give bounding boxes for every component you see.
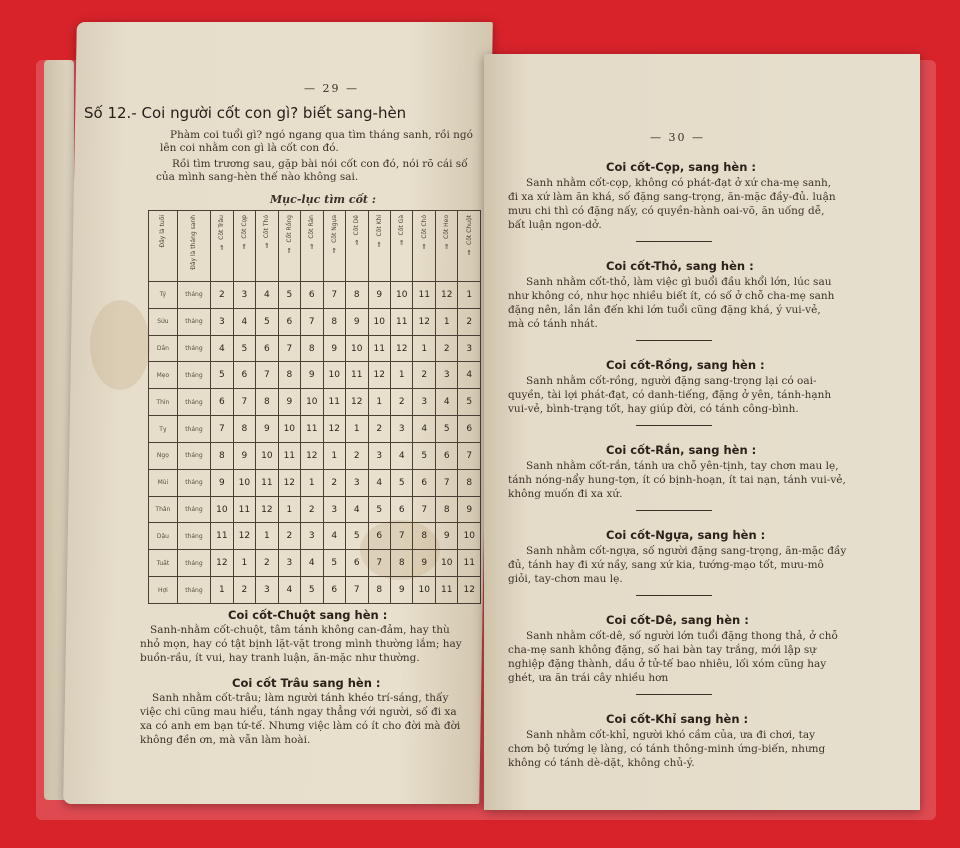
table-cell: 4 bbox=[233, 308, 255, 335]
section-line: bất luận ngon-dở. bbox=[508, 219, 602, 231]
table-cell: 2 bbox=[323, 469, 345, 496]
section-divider bbox=[636, 510, 712, 511]
table-cell: 10 bbox=[346, 335, 368, 362]
table-cell: 10 bbox=[458, 523, 481, 550]
table-cell: 6 bbox=[301, 282, 323, 309]
section-divider bbox=[636, 694, 712, 695]
table-cell: 7 bbox=[390, 523, 412, 550]
table-cell: 4 bbox=[413, 416, 435, 443]
row-month-label: tháng bbox=[177, 442, 210, 469]
intro-line: của mình sang-hèn thế nào không sai. bbox=[156, 171, 359, 183]
table-cell: 4 bbox=[323, 523, 345, 550]
arrow-up-icon: ⇑ bbox=[443, 243, 450, 251]
row-age-label: Mùi bbox=[149, 469, 178, 496]
table-cell: 6 bbox=[346, 550, 368, 577]
table-cell: 5 bbox=[301, 577, 323, 604]
table-cell: 10 bbox=[323, 362, 345, 389]
arrow-up-icon: ⇑ bbox=[308, 242, 315, 251]
section-heading: Coi cốt-Cọp, sang hèn : bbox=[606, 160, 757, 174]
table-cell: 8 bbox=[346, 282, 368, 309]
table-cell: 2 bbox=[390, 389, 412, 416]
table-cell: 7 bbox=[301, 308, 323, 335]
section-line: nghiệp đặng thành, dầu ở tử-tế bao nhiêu, lối xóm cũng hay bbox=[508, 658, 827, 670]
table-cell: 7 bbox=[413, 496, 435, 523]
bone-column-header: Cốt Dê ⇑ bbox=[346, 211, 368, 282]
arrow-up-icon: ⇑ bbox=[398, 239, 405, 248]
table-cell: 12 bbox=[346, 389, 368, 416]
table-cell: 1 bbox=[256, 523, 278, 550]
row-month-label: tháng bbox=[177, 577, 210, 604]
table-cell: 6 bbox=[413, 469, 435, 496]
table-cell: 10 bbox=[413, 577, 435, 604]
section-line: không muốn đi xa xứ. bbox=[508, 488, 623, 500]
table-cell: 6 bbox=[233, 362, 255, 389]
table-cell: 11 bbox=[435, 577, 457, 604]
table-cell: 1 bbox=[233, 550, 255, 577]
table-cell: 5 bbox=[346, 523, 368, 550]
section-line: Sanh nhằm cốt-rồng, người đặng sang-trọng lại có oai- bbox=[526, 375, 817, 387]
table-cell: 11 bbox=[413, 282, 435, 309]
table-cell: 9 bbox=[233, 442, 255, 469]
header-month: Đây là tháng sanh bbox=[177, 211, 210, 282]
table-cell: 9 bbox=[346, 308, 368, 335]
table-cell: 2 bbox=[256, 550, 278, 577]
table-row bbox=[149, 416, 481, 443]
table-cell: 1 bbox=[390, 362, 412, 389]
table-cell: 12 bbox=[256, 496, 278, 523]
section-heading: Coi cốt-Thỏ, sang hèn : bbox=[606, 259, 754, 273]
row-age-label: Ngọ bbox=[149, 442, 178, 469]
table-cell: 12 bbox=[390, 335, 412, 362]
table-cell: 8 bbox=[413, 523, 435, 550]
table-cell: 12 bbox=[301, 442, 323, 469]
table-cell: 7 bbox=[211, 416, 233, 443]
table-cell: 5 bbox=[256, 308, 278, 335]
table-cell: 3 bbox=[346, 469, 368, 496]
table-cell: 1 bbox=[323, 442, 345, 469]
intro-line: Phàm coi tuổi gì? ngó ngang qua tìm tháng sanh, rồi ngó bbox=[170, 129, 473, 141]
table-cell: 5 bbox=[211, 362, 233, 389]
section-line: tánh nóng-nẩy hung-tợn, ít có bịnh-hoạn, ít tai nạn, tánh vui-vẻ, bbox=[508, 474, 846, 486]
table-cell: 7 bbox=[233, 389, 255, 416]
table-cell: 11 bbox=[368, 335, 390, 362]
table-cell: 3 bbox=[301, 523, 323, 550]
bone-column-header: Cốt Rắn ⇑ bbox=[301, 211, 323, 282]
section-line: như không có, như học nhiều biết ít, có số ở chỗ cha-mẹ sanh bbox=[508, 290, 835, 302]
section-line: Sanh nhằm cốt-dê, số người lớn tuổi đặng thong thả, ở chỗ bbox=[526, 630, 838, 642]
table-cell: 9 bbox=[458, 496, 481, 523]
page-number: — 30 — bbox=[650, 131, 705, 144]
bone-column-header: Cốt Chó ⇑ bbox=[413, 211, 435, 282]
paper-stain bbox=[90, 300, 150, 390]
section-line: ghét, ưa ăn trái cây nhiều hơn bbox=[508, 672, 669, 684]
table-cell: 2 bbox=[233, 577, 255, 604]
table-cell: 5 bbox=[413, 442, 435, 469]
bone-column-header: Cốt Khỉ ⇑ bbox=[368, 211, 390, 282]
row-age-label: Mẹo bbox=[149, 362, 178, 389]
row-month-label: tháng bbox=[177, 308, 210, 335]
intro-line: lên coi nhằm con gì là cốt con đó. bbox=[160, 142, 339, 154]
table-cell: 3 bbox=[256, 577, 278, 604]
table-row bbox=[149, 469, 481, 496]
table-row bbox=[149, 308, 481, 335]
table-cell: 9 bbox=[301, 362, 323, 389]
table-cell: 6 bbox=[458, 416, 481, 443]
table-cell: 12 bbox=[323, 416, 345, 443]
table-cell: 9 bbox=[368, 282, 390, 309]
arrow-up-icon: ⇑ bbox=[263, 242, 270, 251]
table-cell: 12 bbox=[368, 362, 390, 389]
table-cell: 7 bbox=[346, 577, 368, 604]
table-cell: 3 bbox=[278, 550, 300, 577]
table-cell: 7 bbox=[368, 550, 390, 577]
section-line: Sanh nhằm cốt-thỏ, làm việc gì buổi đầu khổi lớn, lúc sau bbox=[526, 276, 832, 288]
section-heading: Coi cốt-Rắn, sang hèn : bbox=[606, 443, 757, 457]
section-line: buồn-rầu, ít vui, hay tranh luận, ăn-mặc như thường. bbox=[140, 652, 420, 664]
arrow-up-icon: ⇑ bbox=[376, 240, 383, 249]
table-cell: 9 bbox=[413, 550, 435, 577]
table-cell: 8 bbox=[368, 577, 390, 604]
table-cell: 4 bbox=[346, 496, 368, 523]
bone-column-header: Cốt Chuột ⇑ bbox=[458, 211, 481, 282]
table-cell: 12 bbox=[278, 469, 300, 496]
table-cell: 10 bbox=[256, 442, 278, 469]
table-cell: 3 bbox=[323, 496, 345, 523]
table-cell: 1 bbox=[435, 308, 457, 335]
section-line: đặng nên, lần lần đến khi lớn tuổi cũng đặng khá, ý vui-vẻ, bbox=[508, 304, 821, 316]
table-cell: 12 bbox=[413, 308, 435, 335]
table-cell: 10 bbox=[390, 282, 412, 309]
bone-column-header: Cốt Cọp ⇑ bbox=[233, 211, 255, 282]
arrow-up-icon: ⇑ bbox=[466, 248, 473, 257]
table-row bbox=[149, 442, 481, 469]
table-cell: 11 bbox=[233, 496, 255, 523]
table-cell: 11 bbox=[458, 550, 481, 577]
table-cell: 8 bbox=[301, 335, 323, 362]
table-cell: 6 bbox=[278, 308, 300, 335]
table-cell: 7 bbox=[435, 469, 457, 496]
table-cell: 12 bbox=[211, 550, 233, 577]
table-cell: 12 bbox=[458, 577, 481, 604]
table-cell: 4 bbox=[368, 469, 390, 496]
bone-column-header: Cốt Trâu ⇑ bbox=[211, 211, 233, 282]
table-cell: 2 bbox=[458, 308, 481, 335]
section-heading: Coi cốt-Ngựa, sang hèn : bbox=[606, 528, 766, 542]
table-cell: 9 bbox=[278, 389, 300, 416]
section-heading: Coi cốt-Dê, sang hèn : bbox=[606, 613, 749, 627]
table-cell: 11 bbox=[211, 523, 233, 550]
table-cell: 10 bbox=[278, 416, 300, 443]
table-cell: 3 bbox=[211, 308, 233, 335]
arrow-up-icon: ⇑ bbox=[331, 246, 338, 255]
table-cell: 4 bbox=[435, 389, 457, 416]
row-age-label: Hợi bbox=[149, 577, 178, 604]
row-month-label: tháng bbox=[177, 496, 210, 523]
section-line: không đền ơn, mà vẫn làm hoài. bbox=[140, 734, 311, 746]
bone-column-header: Cốt Heo ⇑ bbox=[435, 211, 457, 282]
table-cell: 2 bbox=[301, 496, 323, 523]
table-cell: 9 bbox=[323, 335, 345, 362]
table-cell: 10 bbox=[301, 389, 323, 416]
table-cell: 3 bbox=[368, 442, 390, 469]
table-cell: 6 bbox=[323, 577, 345, 604]
table-cell: 7 bbox=[256, 362, 278, 389]
table-cell: 5 bbox=[458, 389, 481, 416]
table-cell: 8 bbox=[256, 389, 278, 416]
table-row bbox=[149, 577, 481, 604]
table-cell: 3 bbox=[413, 389, 435, 416]
table-cell: 9 bbox=[435, 523, 457, 550]
section-line: Sanh-nhằm cốt-chuột, tâm tánh không can-đảm, hay thù bbox=[150, 624, 450, 636]
table-cell: 2 bbox=[346, 442, 368, 469]
table-cell: 4 bbox=[458, 362, 481, 389]
section-line: mà có tánh nhát. bbox=[508, 318, 598, 330]
table-cell: 12 bbox=[435, 282, 457, 309]
section-heading: Coi cốt-Chuột sang hèn : bbox=[228, 608, 388, 622]
section-line: đi xa xứ làm ăn khá, số đặng sang-trọng, ăn-mặc đầy-đủ. luận bbox=[508, 191, 836, 203]
table-cell: 1 bbox=[211, 577, 233, 604]
zodiac-bone-table bbox=[148, 210, 481, 604]
section-heading: Coi cốt-Khỉ sang hèn : bbox=[606, 712, 749, 726]
row-month-label: tháng bbox=[177, 416, 210, 443]
row-month-label: tháng bbox=[177, 362, 210, 389]
row-age-label: Tuất bbox=[149, 550, 178, 577]
table-cell: 2 bbox=[368, 416, 390, 443]
bone-column-header: Cốt Gà ⇑ bbox=[390, 211, 412, 282]
section-line: Sanh nhằm cốt-khỉ, người khó cầm của, ưa đi chơi, tay bbox=[526, 729, 816, 741]
table-cell: 3 bbox=[390, 416, 412, 443]
section-line: cha-mẹ sanh không đặng, số hai bàn tay trắng, mới lập sự bbox=[508, 644, 817, 656]
table-cell: 1 bbox=[346, 416, 368, 443]
page-number: — 29 — bbox=[304, 82, 359, 95]
table-cell: 4 bbox=[301, 550, 323, 577]
row-month-label: tháng bbox=[177, 523, 210, 550]
section-heading: Coi cốt-Rồng, sang hèn : bbox=[606, 358, 765, 372]
table-row bbox=[149, 335, 481, 362]
table-row bbox=[149, 523, 481, 550]
table-cell: 7 bbox=[323, 282, 345, 309]
row-month-label: tháng bbox=[177, 389, 210, 416]
table-cell: 6 bbox=[256, 335, 278, 362]
section-divider bbox=[636, 595, 712, 596]
table-cell: 11 bbox=[301, 416, 323, 443]
section-line: nhỏ mọn, hay có tật bịnh lặt-vặt trong mình thường lắm; hay bbox=[140, 638, 462, 650]
arrow-up-icon: ⇑ bbox=[421, 242, 428, 251]
table-cell: 12 bbox=[233, 523, 255, 550]
section-line: giỏi, tay-chơn mau lẹ. bbox=[508, 573, 623, 585]
row-age-label: Dần bbox=[149, 335, 178, 362]
table-cell: 11 bbox=[256, 469, 278, 496]
section-line: mưu chi thì có đặng nấy, có quyền-hành oai-võ, ăn uống dễ, bbox=[508, 205, 825, 217]
table-cell: 11 bbox=[390, 308, 412, 335]
table-cell: 5 bbox=[278, 282, 300, 309]
table-cell: 11 bbox=[346, 362, 368, 389]
table-row bbox=[149, 496, 481, 523]
row-age-label: Tý bbox=[149, 282, 178, 309]
table-cell: 11 bbox=[278, 442, 300, 469]
table-cell: 4 bbox=[390, 442, 412, 469]
table-cell: 1 bbox=[301, 469, 323, 496]
table-cell: 9 bbox=[211, 469, 233, 496]
section-divider bbox=[636, 425, 712, 426]
table-cell: 9 bbox=[390, 577, 412, 604]
table-cell: 8 bbox=[390, 550, 412, 577]
table-cell: 8 bbox=[211, 442, 233, 469]
arrow-up-icon: ⇑ bbox=[353, 239, 360, 248]
section-line: không có tánh dè-dặt, không chủ-ý. bbox=[508, 757, 695, 769]
table-cell: 10 bbox=[435, 550, 457, 577]
row-age-label: Tỵ bbox=[149, 416, 178, 443]
section-title: Số 12.- Coi người cốt con gì? biết sang-hèn bbox=[84, 104, 407, 122]
row-age-label: Dậu bbox=[149, 523, 178, 550]
row-month-label: tháng bbox=[177, 550, 210, 577]
table-cell: 2 bbox=[413, 362, 435, 389]
table-cell: 5 bbox=[323, 550, 345, 577]
table-cell: 11 bbox=[323, 389, 345, 416]
table-cell: 9 bbox=[256, 416, 278, 443]
table-cell: 2 bbox=[435, 335, 457, 362]
table-cell: 6 bbox=[211, 389, 233, 416]
section-line: Sanh nhằm cốt-cọp, không có phát-đạt ở xứ cha-mẹ sanh, bbox=[526, 177, 832, 189]
row-month-label: tháng bbox=[177, 282, 210, 309]
table-cell: 2 bbox=[211, 282, 233, 309]
row-month-label: tháng bbox=[177, 335, 210, 362]
row-age-label: Sửu bbox=[149, 308, 178, 335]
table-cell: 6 bbox=[368, 523, 390, 550]
table-caption: Mục-lục tìm cốt : bbox=[270, 193, 376, 206]
section-heading: Coi cốt Trâu sang hèn : bbox=[232, 676, 381, 690]
section-line: việc chi cũng mau hiểu, tánh ngay thẳng với người, số đi xa bbox=[140, 706, 457, 718]
table-cell: 8 bbox=[435, 496, 457, 523]
table-cell: 6 bbox=[435, 442, 457, 469]
section-line: đủ, tánh hay đi xứ nầy, sang xứ kia, tướng-mạo tốt, mưu-mô bbox=[508, 559, 824, 571]
row-month-label: tháng bbox=[177, 469, 210, 496]
section-line: vui-vẻ, bình-trạng tốt, hay giúp đời, có tánh công-bình. bbox=[508, 403, 799, 415]
section-divider bbox=[636, 340, 712, 341]
table-cell: 3 bbox=[233, 282, 255, 309]
bone-column-header: Cốt Thỏ ⇑ bbox=[256, 211, 278, 282]
table-row bbox=[149, 550, 481, 577]
table-cell: 4 bbox=[278, 577, 300, 604]
table-row bbox=[149, 389, 481, 416]
section-line: Sanh nhằm cốt-trâu; làm người tánh khéo trí-sáng, thấy bbox=[152, 692, 449, 704]
header-age: Đây là tuổi bbox=[149, 211, 178, 282]
section-line: Sanh nhằm cốt-rắn, tánh ưa chỗ yên-tịnh, tay chơn mau lẹ, bbox=[526, 460, 839, 472]
section-line: xa có anh em bạn tứ-tế. Nhưng việc làm có ít cho đời mà đời bbox=[140, 720, 461, 732]
arrow-up-icon: ⇑ bbox=[241, 242, 248, 251]
table-cell: 4 bbox=[256, 282, 278, 309]
table-cell: 7 bbox=[278, 335, 300, 362]
arrow-up-icon: ⇑ bbox=[286, 246, 293, 255]
table-cell: 1 bbox=[458, 282, 481, 309]
table-cell: 10 bbox=[368, 308, 390, 335]
table-cell: 3 bbox=[435, 362, 457, 389]
row-age-label: Thân bbox=[149, 496, 178, 523]
table-cell: 8 bbox=[278, 362, 300, 389]
section-line: quyền, tài lợi phát-đạt, có danh-tiếng, đặng ở yên, tánh-hạnh bbox=[508, 389, 832, 401]
table-cell: 5 bbox=[435, 416, 457, 443]
intro-line: Rồi tìm trương sau, gặp bài nói cốt con đó, nói rõ cái số bbox=[172, 158, 468, 170]
table-cell: 1 bbox=[278, 496, 300, 523]
table-cell: 1 bbox=[413, 335, 435, 362]
row-age-label: Thìn bbox=[149, 389, 178, 416]
bone-column-header: Cốt Rồng ⇑ bbox=[278, 211, 300, 282]
table-cell: 5 bbox=[233, 335, 255, 362]
table-cell: 8 bbox=[458, 469, 481, 496]
table-cell: 8 bbox=[233, 416, 255, 443]
table-cell: 10 bbox=[211, 496, 233, 523]
table-cell: 6 bbox=[390, 496, 412, 523]
table-cell: 3 bbox=[458, 335, 481, 362]
table-cell: 4 bbox=[211, 335, 233, 362]
table-cell: 5 bbox=[368, 496, 390, 523]
arrow-up-icon: ⇑ bbox=[218, 243, 225, 252]
table-cell: 10 bbox=[233, 469, 255, 496]
table-cell: 1 bbox=[368, 389, 390, 416]
table-cell: 2 bbox=[278, 523, 300, 550]
bone-column-header: Cốt Ngựa ⇑ bbox=[323, 211, 345, 282]
table-cell: 8 bbox=[323, 308, 345, 335]
section-line: chơn bộ tướng lẹ làng, có tánh thông-minh ứng-biến, nhưng bbox=[508, 743, 826, 755]
section-divider bbox=[636, 241, 712, 242]
section-line: Sanh nhằm cốt-ngựa, số người đặng sang-trọng, ăn-mặc đầy bbox=[526, 545, 847, 557]
table-cell: 7 bbox=[458, 442, 481, 469]
table-row bbox=[149, 362, 481, 389]
table-cell: 5 bbox=[390, 469, 412, 496]
table-row bbox=[149, 282, 481, 309]
